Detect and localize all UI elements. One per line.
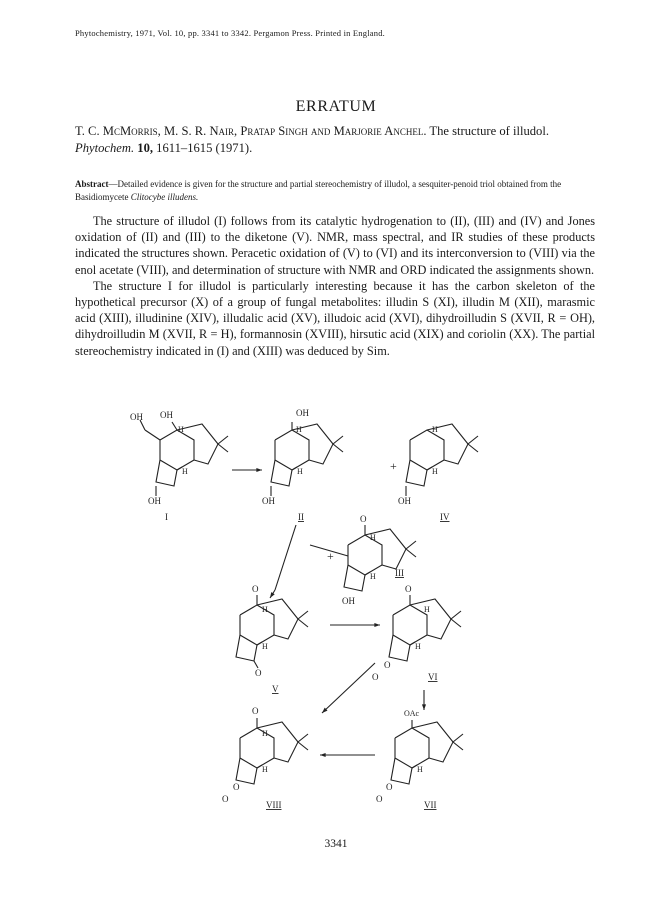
arrow-vi-viii [322, 663, 375, 713]
struct-vii-o-atom: O [386, 782, 393, 792]
citation-authors: T. C. McMorris, M. S. R. Nair, Pratap Singh and Marjorie Anchel. [75, 124, 427, 138]
struct-iii-o-atom: O [360, 514, 367, 524]
struct-iii-methyl-bond [406, 549, 416, 557]
label-ii: II [298, 512, 304, 522]
struct-ii-oh-atom: OH [262, 496, 275, 506]
struct-viii-h-atom: H [262, 765, 268, 774]
struct-vi-pentane-ring [410, 599, 451, 639]
struct-vii-hexane-ring [395, 728, 429, 768]
struct-v-o-atom: O [255, 668, 262, 678]
struct-ii-h-atom: H [297, 467, 303, 476]
struct-i-ch2-bond [145, 430, 160, 440]
struct-viii-methyl-bond [298, 742, 308, 750]
struct-i-oh-atom: OH [148, 496, 161, 506]
struct-v-methyl-bond [298, 619, 308, 627]
struct-i-oh-atom: OH [160, 410, 173, 420]
page-title: ERRATUM [295, 98, 377, 115]
struct-vi-methyl-bond [451, 611, 461, 619]
struct-ii-h-atom: H [296, 425, 302, 434]
struct-iii-hexane-ring [348, 535, 382, 575]
struct-v-o-atom: O [252, 584, 259, 594]
struct-viii-pentane-ring [257, 722, 298, 762]
struct-v-hexane-ring [240, 605, 274, 645]
struct-iv-methyl-bond [468, 436, 478, 444]
running-header: Phytochemistry, 1971, Vol. 10, pp. 3341 to 3342. Pergamon Press. Printed in England. [75, 28, 385, 38]
struct-vii-methyl-bond [453, 742, 463, 750]
struct-vii-methyl-bond [453, 734, 463, 742]
label-vi: VI [428, 672, 438, 682]
plus-sign: + [390, 459, 397, 473]
struct-viii-o-atom: O [233, 782, 240, 792]
struct-vi-h-atom: H [415, 642, 421, 651]
citation-title: The structure of illudol. [429, 124, 550, 138]
struct-vi-o-atom: O [384, 660, 391, 670]
struct-i-oh-bond [172, 422, 177, 430]
struct-iii-h-atom: H [370, 572, 376, 581]
struct-iv-methyl-bond [468, 444, 478, 452]
struct-v-h-atom: H [262, 642, 268, 651]
label-i: I [165, 512, 168, 522]
struct-i-h-atom: H [182, 467, 188, 476]
label-iv: IV [440, 512, 450, 522]
struct-ii-oh-atom: OH [296, 408, 309, 418]
plus-sign-2: + [327, 549, 334, 563]
struct-vii-pentane-ring [412, 722, 453, 762]
abstract-label: Abstract [75, 179, 109, 189]
label-iii: III [395, 568, 404, 578]
citation-volume: 10, [137, 141, 154, 155]
abstract-species: Clitocybe illudens. [130, 191, 199, 202]
struct-iv-oh-atom: OH [398, 496, 411, 506]
paragraph-1: The structure of illudol (I) follows from its catalytic hydrogenation to (II), (III) and (IV) and Jones oxidation of (II) and (III) to the diketone (V). NMR, mass spectral, and IR studies of these products indicated the structures shown. Peracetic oxidation of (V) to (VI) and its interconversion to (VIII) via the enol acetate (VIII), and determination of structure with NMR and ORD indicated the assignments shown. [75, 214, 595, 277]
struct-ii-hexane-ring [275, 430, 309, 470]
struct-iv-h-atom: H [432, 467, 438, 476]
struct-vii-o-atom: O [376, 794, 383, 804]
struct-v-co-bond [254, 661, 258, 668]
struct-vi-hexane-ring [393, 605, 427, 645]
struct-i-methyl-bond [218, 444, 228, 452]
struct-i-h-atom: H [178, 425, 184, 434]
arrow-i-ii-head [256, 468, 262, 472]
arrow-ii-v-head [270, 592, 275, 598]
struct-i-oh-atom: OH [130, 412, 143, 422]
arrow-ii-v [275, 525, 296, 590]
struct-viii-methyl-bond [298, 734, 308, 742]
citation-journal: Phytochem. [75, 141, 135, 155]
label-viii: VIII [266, 800, 282, 810]
struct-viii-hexane-ring [240, 728, 274, 768]
struct-iii-methyl-bond [406, 541, 416, 549]
struct-ii-methyl-bond [333, 436, 343, 444]
struct-iv-hexane-ring [410, 430, 444, 470]
struct-viii-h-atom: H [262, 729, 268, 738]
label-vii: VII [424, 800, 437, 810]
struct-i-hexane-ring [160, 430, 194, 470]
label-v: V [272, 684, 279, 694]
struct-vi-o-atom: O [405, 584, 412, 594]
arrow-v-vi-head [374, 623, 380, 627]
struct-iii-oh-atom: OH [342, 596, 355, 606]
struct-v-h-atom: H [262, 605, 268, 614]
struct-vii-h-atom: H [417, 765, 423, 774]
struct-vii-oac-atom: OAc [404, 709, 420, 718]
struct-vi-methyl-bond [451, 619, 461, 627]
struct-iv-h-atom: H [432, 425, 438, 434]
struct-viii-o-atom: O [252, 706, 259, 716]
citation-pages: 1611–1615 (1971). [156, 141, 253, 155]
abstract-text: —Detailed evidence is given for the structure and partial stereochemistry of illudol, a sesquiter-penoid triol obtained from the Basidiomycete [75, 179, 562, 202]
struct-i-methyl-bond [218, 436, 228, 444]
struct-iii-h-atom: H [370, 533, 376, 542]
page-number: 3341 [324, 838, 348, 850]
struct-vi-h-atom: H [424, 605, 430, 614]
struct-ii-methyl-bond [333, 444, 343, 452]
paragraph-2: The structure I for illudol is particularly interesting because it has the carbon skeleton of the hypothetical precursor (X) of a group of fungal metabolites: illudin S (XI), illudin M (XII), marasmic acid (XIII), illudinine (XIV), illudalic acid (XV), illudoic acid (XVI), dihydroilludin S (XVII, R = OH), dihydroilludin M (XVII, R = H), formannosin (XVIII), hirsutic acid (XIX) and coriolin (XX). The partial stereochemistry indicated in (I) and (XIII) was deduced by Sim. [75, 278, 595, 358]
struct-v-methyl-bond [298, 611, 308, 619]
arrow-vi-vii-head [422, 704, 426, 710]
arrow-vii-viii-head [320, 753, 326, 757]
struct-viii-o-atom: O [222, 794, 229, 804]
struct-vi-o-atom: O [372, 672, 379, 682]
